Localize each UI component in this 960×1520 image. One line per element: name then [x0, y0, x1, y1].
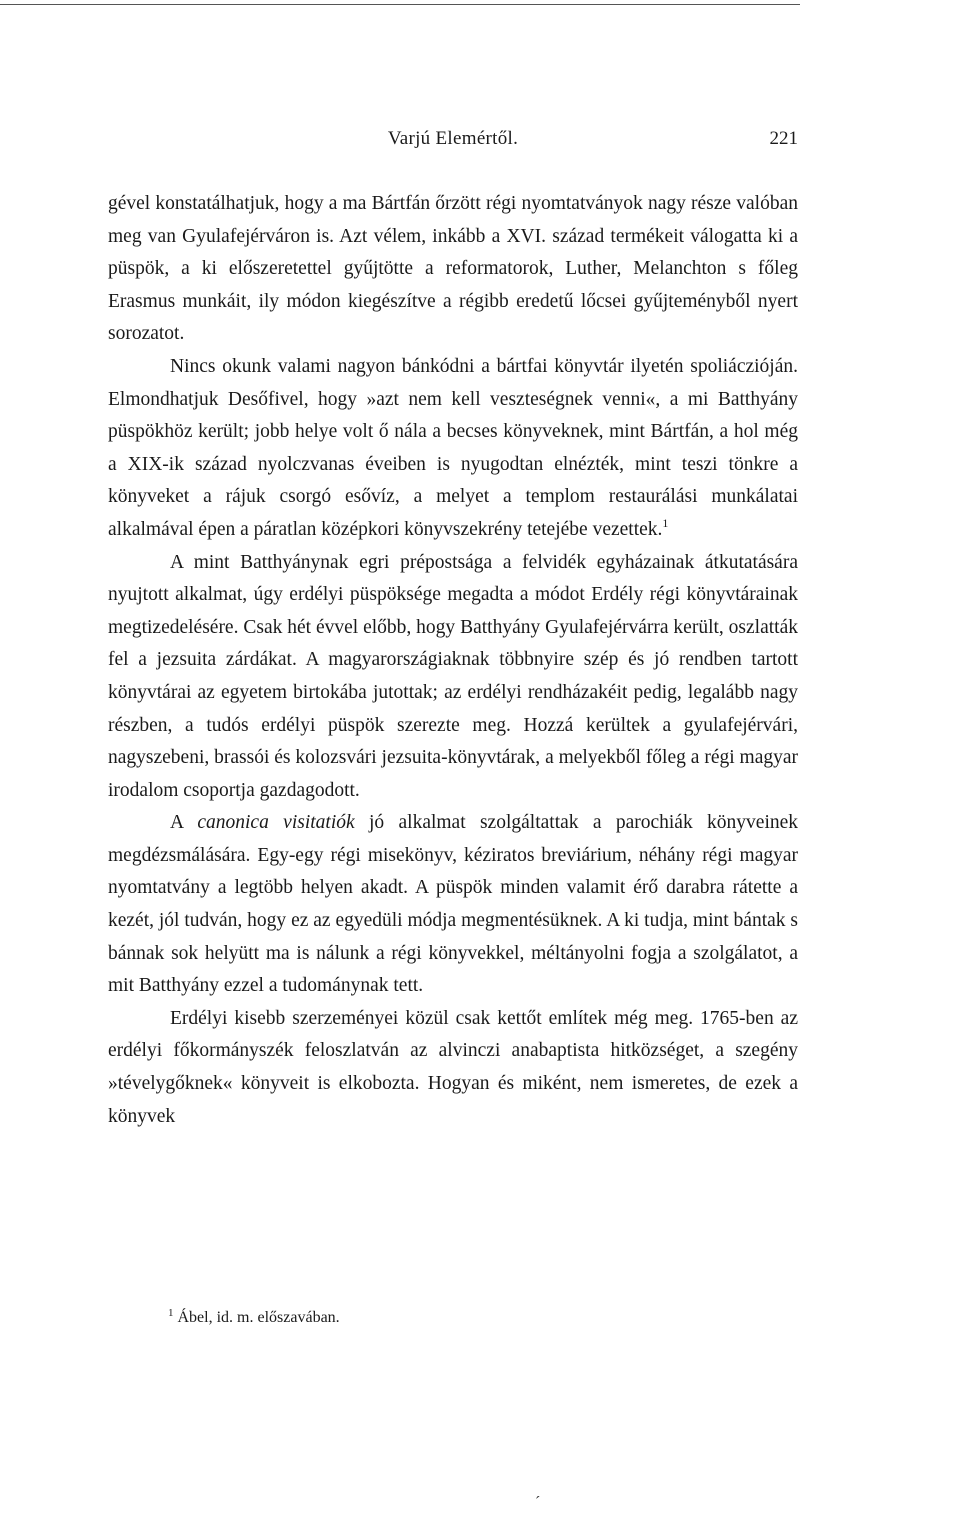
paragraph-lead: A [170, 812, 184, 834]
paragraph-text: gével konstatálhatjuk, hogy a ma Bártfán őrzött régi nyomtatványok nagy része valóban meg van Gyulafejérváron is. Azt vélem, inkább a XVI. század termékeit válogatta ki a püspök, a ki előszeretettel gyűjtötte a reformatorok, Luther, Melanchton s főleg Erasmus munkáit, ily módon kiegészítve a régibb eredetű lőcsei gyűjteményből nyert sorozatot. [108, 193, 798, 345]
page-number: 221 [769, 128, 798, 149]
footnote-ref: 1 [662, 515, 669, 530]
paragraph-5 [108, 1003, 798, 1133]
footnote-marker: 1 [168, 1307, 174, 1319]
paragraph-1 [108, 188, 798, 351]
paragraph-2 [108, 351, 798, 547]
stray-mark: ˊ [535, 1494, 541, 1511]
paragraph-4 [108, 807, 798, 1003]
footnote [168, 1307, 798, 1329]
paragraph-text: Erdélyi kisebb szerzeményei közül csak kettőt említek még meg. 1765-ben az erdélyi főkormányszék feloszlatván az alvinczi anabaptista hitközséget, a szegény »tévelygőknek« könyveit is elkobozta. Hogyan és miként, nem ismeretes, de ezek a könyvek [108, 1007, 798, 1127]
paragraph-text: jó alkalmat szolgáltattak a parochiák könyveinek megdézsmálására. Egy-egy régi misekönyv, kéziratos breviárium, néhány régi magyar nyomtatvány a legtöbb helyen akadt. A püspök minden valamit érő darabra rátette a kezét, jól tudván, hogy ez az egyedüli módja megmentésüknek. A ki tudja, mint bántak s bánnak sok helyütt ma is nálunk a régi könyvekkel, méltányolni fogja a szolgálatot, a mit Batthyány ezzel a tudománynak tett. [108, 812, 799, 997]
running-header [108, 128, 798, 158]
paragraph-text: A mint Batthyánynak egri prépostsága a felvidék egyházainak átkutatására nyujtott alkalmat, úgy erdélyi püspöksége megadta a módot Erdély régi könyvtárainak megtizedelésére. Csak hét évvel előbb, hogy Batthyány Gyulafejérvárra került, oszlatták fel a jezsuita zárdákat. A magyarországiaknak többnyire szép és jó rendben tartott könyvtárai az egyetem birtokába jutottak; az erdélyi rendházakéit pedig, legalább nagy részben, a tudós erdélyi püspök szerezte meg. Hozzá kerültek a gyulafejérvári, nagyszebeni, brassói és kolozsvári jezsuita-könyvtárak, a melyekből főleg a régi magyar irodalom csoportja gazdagodott. [108, 551, 798, 801]
paragraph-3 [108, 547, 798, 808]
paragraph-text: Nincs okunk valami nagyon bánkódni a bártfai könyvtár ilyetén spoliáczióján. Elmondhatjuk Desőfivel, hogy »azt nem kell veszteségnek venni«, a mi Batthyány püspökhöz került; jobb helye volt ő nála a becses könyveknek, mint Bártfán, a hol még a XIX-ik század nyolczvanas éveiben is nyugodtan elnézték, mint teszi tönkre a könyveket a rájuk csorgó esővíz, a melyet a templom restaurálási munkálatai alkalmával épen a páratlan középkori könyvszekrény tetejébe vezettek. [108, 355, 798, 540]
top-rule [0, 4, 800, 5]
body-text [108, 188, 798, 1133]
running-title: Varjú Elemértől. [387, 128, 519, 149]
footnote-text: Ábel, id. m. előszavában. [177, 1309, 340, 1326]
italic-term: canonica visitatiók [197, 812, 355, 834]
